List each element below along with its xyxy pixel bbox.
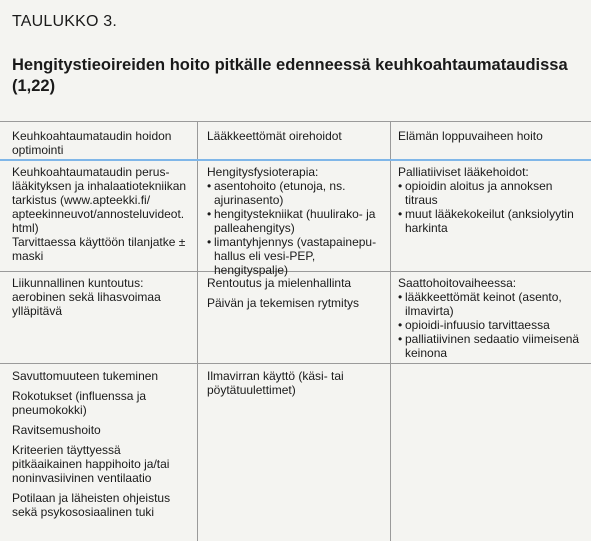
row-divider [0, 363, 591, 364]
cell-text: Rentoutus ja mielenhallinta [207, 276, 352, 290]
cell-heading: Hengitysfysioterapia: [207, 165, 319, 179]
column-divider [197, 122, 198, 541]
cell-text: Tarvittaessa käyttöön tilanjatke ± maski [12, 235, 186, 263]
bullet-list [207, 179, 385, 277]
cell-text: Savuttomuuteen tukeminen [12, 369, 159, 383]
bullet-list [398, 179, 583, 235]
row2-col3-cell [398, 276, 583, 360]
list-item: • lääkkeettömät keinot (asento, ilmavirta) [398, 290, 583, 318]
cell-text: Ravitsemushoito [12, 423, 101, 437]
row1-col3-cell [398, 165, 583, 235]
list-item: • muut lääkekokeilut (anksiolyytin harkinta [398, 207, 583, 235]
cell-text: Rokotukset (influenssa ja pneumokokki) [12, 389, 147, 417]
list-item: • opioidi-infuusio tarvittaessa [398, 318, 583, 332]
row3-col2-cell [207, 369, 385, 397]
row2-col2-cell [207, 276, 385, 316]
cell-text: Päivän ja tekemisen rytmitys [207, 296, 360, 310]
cell-text: Ilmavirran käyttö (käsi- tai pöytätuulettimet) [207, 369, 344, 397]
cell-heading: Palliatiiviset lääkehoidot: [398, 165, 529, 179]
list-item: • palliatiivinen sedaatio viimeisenä keinona [398, 332, 583, 360]
list-item: • limantyhjennys (vastapainepu-hallus eli vesi-PEP, hengityspalje) [207, 235, 385, 277]
header-label: Keuhkoahtaumataudin hoidon optimointi [12, 129, 172, 157]
header-divider [0, 159, 591, 161]
header-label: Elämän loppuvaiheen hoito [398, 129, 543, 143]
cell-text: Potilaan ja läheisten ohjeistus sekä psykososiaalinen tuki [12, 491, 171, 519]
cell-heading: Saattohoitovaiheessa: [398, 276, 517, 290]
list-item: • asentohoito (etunoja, ns. ajurinasento) [207, 179, 385, 207]
table-label: TAULUKKO 3. [12, 13, 118, 30]
table-title: Hengitystieoireiden hoito pitkälle edenneessä keuhkoahtaumataudissa (1,22) [12, 56, 568, 95]
header-optimization [12, 129, 172, 157]
treatment-table [0, 121, 591, 541]
header-nonpharma [207, 129, 382, 143]
list-item: • opioidin aloitus ja annoksen titraus [398, 179, 583, 207]
row2-col1-cell [12, 276, 192, 318]
cell-text: Liikunnallinen kuntoutus: aerobinen sekä lihasvoimaa ylläpitävä [12, 276, 161, 318]
row3-col1-cell [12, 369, 192, 525]
header-label: Lääkkeettömät oirehoidot [207, 129, 342, 143]
row1-col1-cell [12, 165, 192, 263]
row1-col2-cell [207, 165, 385, 277]
bullet-list [398, 290, 583, 360]
cell-text: Kriteerien täyttyessä pitkäaikainen happihoito ja/tai noninvasiivinen ventilaatio [12, 443, 170, 485]
header-end-of-life [398, 129, 583, 143]
cell-text: Keuhkoahtaumataudin perus-lääkityksen ja inhalaatiotekniikan tarkistus (www.apteekki.fi/ apteekinneuvot/annosteluvideot. html) [12, 165, 187, 235]
column-divider [390, 122, 391, 541]
list-item: • hengitystekniikat (huulirako- ja palleahengitys) [207, 207, 385, 235]
